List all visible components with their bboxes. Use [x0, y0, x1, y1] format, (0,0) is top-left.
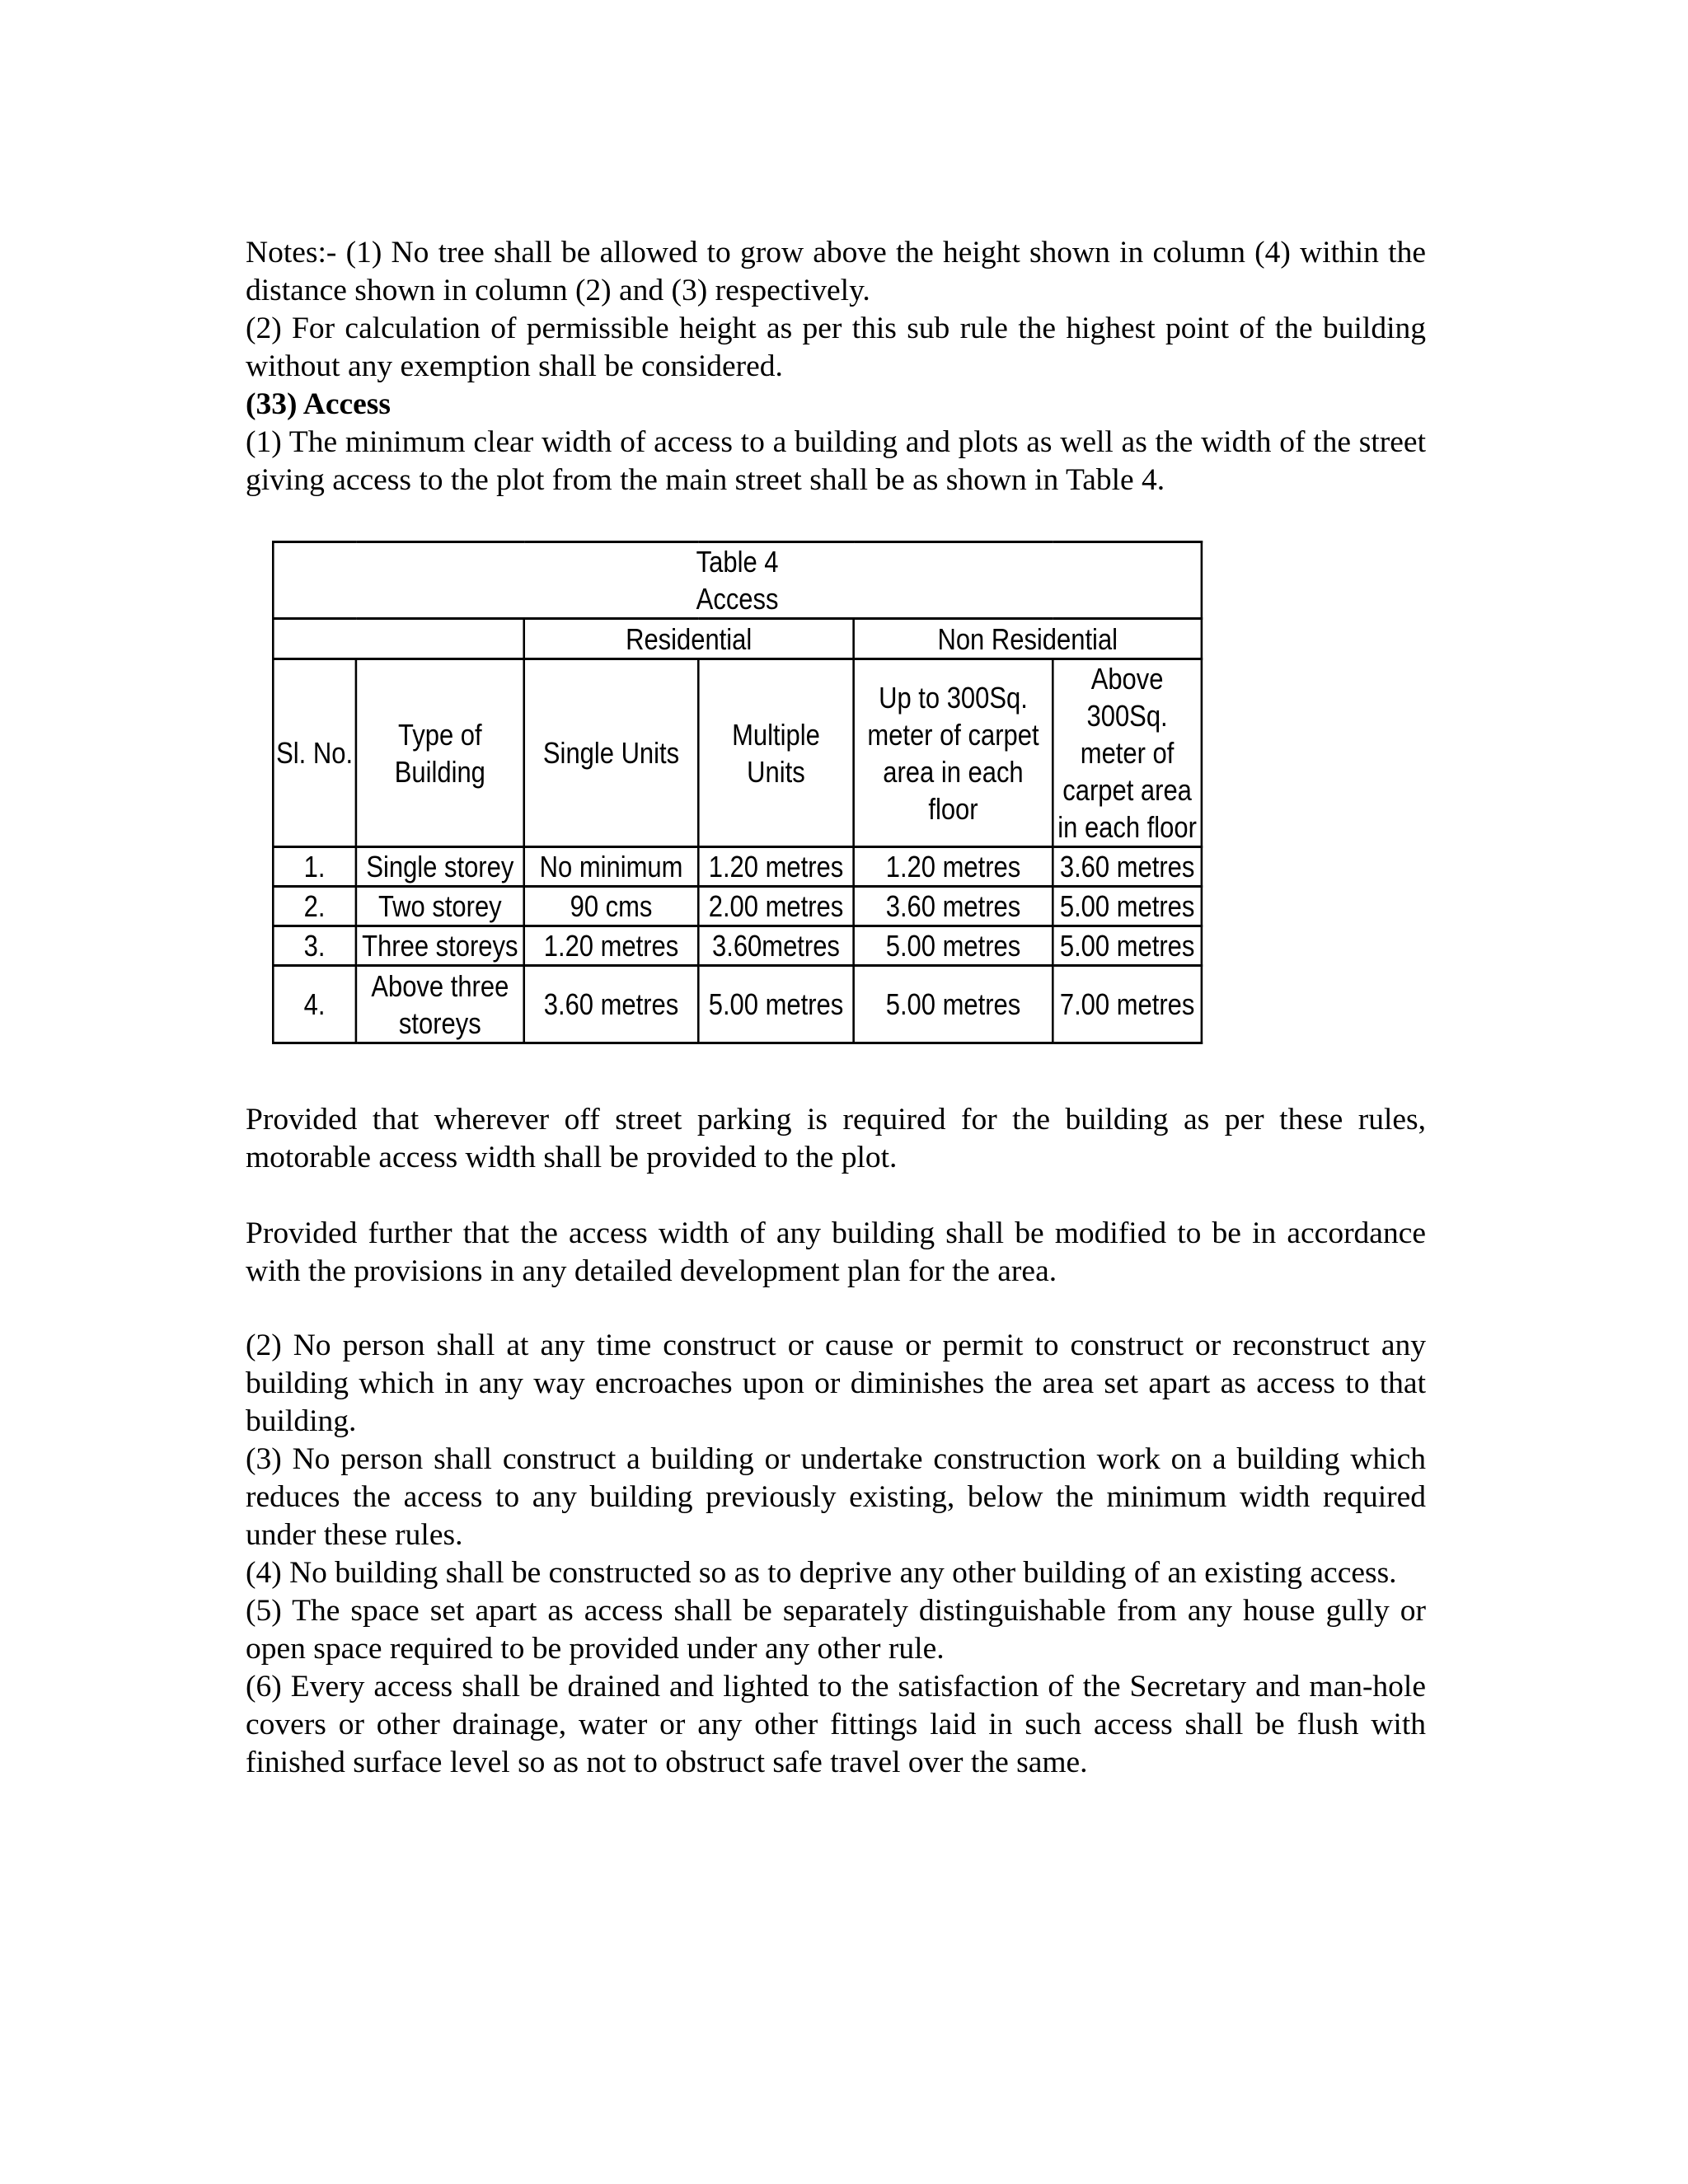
clause-6: (6) Every access shall be drained and lighted to the satisfaction of the Secretary and man-hole covers or other drainage, water or any other fittings laid in such access shall be flush with finished surface level so as not to obstruct safe travel over the same.	[246, 1670, 1426, 1779]
table-subtitle: Access	[696, 582, 779, 616]
cell-upto: 1.20 metres	[854, 847, 1053, 887]
table-row	[273, 887, 1202, 926]
cell-above: 3.60 metres	[1053, 847, 1202, 887]
cell-sl: 4.	[273, 966, 356, 1043]
header-upto-300: Up to 300Sq. meter of carpet area in each floor	[854, 659, 1053, 847]
cell-sl: 1.	[273, 847, 356, 887]
header-above-300: Above 300Sq. meter of carpet area in each floor	[1053, 659, 1202, 847]
table-row	[273, 847, 1202, 887]
cell-type: Two storey	[356, 887, 524, 926]
cell-type: Above three storeys	[356, 966, 524, 1043]
notes-block	[246, 234, 1426, 499]
cell-upto: 5.00 metres	[854, 926, 1053, 966]
note-1: Notes:- (1) No tree shall be allowed to grow above the height shown in column (4) within the distance shown in column (2) and (3) respectively.	[246, 236, 1426, 307]
cell-sl: 3.	[273, 926, 356, 966]
header-single-units: Single Units	[524, 659, 699, 847]
clause-3: (3) No person shall construct a building or undertake construction work on a building which reduces the access to any building previously existing, below the minimum width required under these rules.	[246, 1442, 1426, 1552]
access-table	[272, 541, 1203, 1044]
cell-sl: 2.	[273, 887, 356, 926]
note-2: (2) For calculation of permissible height as per this sub rule the highest point of the building without any exemption shall be considered.	[246, 312, 1426, 383]
header-type: Type of Building	[356, 659, 524, 847]
cell-upto: 5.00 metres	[854, 966, 1053, 1043]
cell-multiple: 3.60metres	[698, 926, 853, 966]
clause-4: (4) No building shall be constructed so as to deprive any other building of an existing access.	[246, 1556, 1397, 1590]
cell-multiple: 5.00 metres	[698, 966, 853, 1043]
group-residential: Residential	[524, 619, 854, 659]
cell-multiple: 1.20 metres	[698, 847, 853, 887]
proviso-2-text: Provided further that the access width of any building shall be modified to be in accordance with the provisions in any detailed development plan for the area.	[246, 1216, 1426, 1288]
table-caption	[273, 542, 1202, 619]
clause-2: (2) No person shall at any time construct or cause or permit to construct or reconstruct any building which in any way encroaches upon or diminishes the area set apart as access to that building.	[246, 1329, 1426, 1438]
table-title: Table 4	[696, 545, 779, 579]
cell-single: 1.20 metres	[524, 926, 699, 966]
table-header-row	[273, 659, 1202, 847]
table-group-row	[273, 619, 1202, 659]
table-row	[273, 926, 1202, 966]
cell-single: 3.60 metres	[524, 966, 699, 1043]
section-heading: (33) Access	[246, 387, 391, 421]
group-blank-cell	[273, 619, 523, 659]
clauses-block	[246, 1327, 1426, 1782]
group-non-residential: Non Residential	[854, 619, 1202, 659]
clause-1: (1) The minimum clear width of access to a building and plots as well as the width of the street giving access to the plot from the main street shall be as shown in Table 4.	[246, 425, 1426, 497]
cell-upto: 3.60 metres	[854, 887, 1053, 926]
cell-multiple: 2.00 metres	[698, 887, 853, 926]
header-multiple-units: Multiple Units	[698, 659, 853, 847]
table-caption-row	[273, 542, 1202, 619]
cell-type: Single storey	[356, 847, 524, 887]
table-row	[273, 966, 1202, 1043]
cell-type: Three storeys	[356, 926, 524, 966]
cell-above: 5.00 metres	[1053, 926, 1202, 966]
cell-above: 7.00 metres	[1053, 966, 1202, 1043]
proviso-1	[246, 1101, 1426, 1177]
clause-5: (5) The space set apart as access shall be separately distinguishable from any house gully or open space required to be provided under any other rule.	[246, 1594, 1426, 1666]
cell-single: No minimum	[524, 847, 699, 887]
header-sl-no: Sl. No.	[273, 659, 356, 847]
proviso-1-text: Provided that wherever off street parking is required for the building as per these rules, motorable access width shall be provided to the plot.	[246, 1103, 1426, 1174]
cell-single: 90 cms	[524, 887, 699, 926]
cell-above: 5.00 metres	[1053, 887, 1202, 926]
proviso-2	[246, 1215, 1426, 1291]
